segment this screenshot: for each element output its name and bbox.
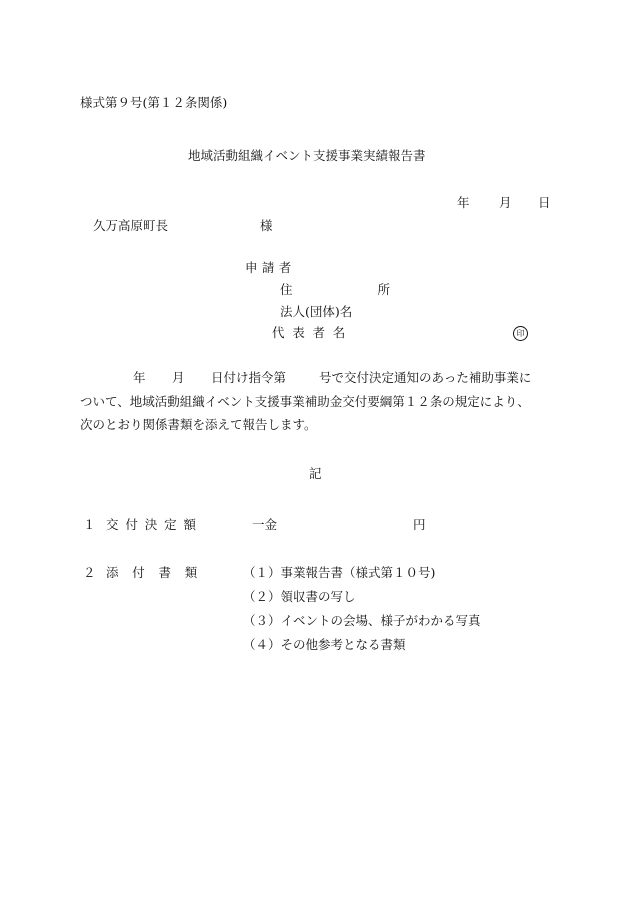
body-day-text: 日付け指令第 [211,370,287,385]
applicant-heading: 申請者 [245,260,296,275]
body-line3: 次のとおり関係書類を添えて報告します。 [80,417,317,432]
applicant-rep-label: 代表者名 [272,325,354,340]
form-number: 様式第９号(第１２条関係) [80,95,228,110]
attachment-item: （２）領収書の写し [243,589,356,604]
document-title: 地域活動組織イベント支援事業実績報告書 [188,148,426,163]
date-year: 年 [457,195,470,210]
date-month: 月 [499,195,512,210]
ki-mark: 記 [309,466,322,481]
attachment-item: （３）イベントの会場、様子がわかる写真 [243,613,481,628]
seal-mark: 印 [513,326,528,341]
attachment-item: （４）その他参考となる書類 [243,637,406,652]
item2-number: ２ [83,565,96,580]
applicant-corp-label: 法人(団体)名 [280,304,353,319]
attachment-item: （１）事業報告書（様式第１０号) [243,565,436,580]
item1-number: １ [83,517,96,532]
item1-prefix: 一金 [252,517,278,532]
body-line1-rest: 号で交付決定通知のあった補助事業に [319,370,532,385]
body-month: 月 [172,370,185,385]
item2-label: 添付書類 [106,565,212,580]
applicant-address-label: 住 所 [280,282,411,297]
addressee-name: 久万高原町長 [93,218,169,233]
item1-unit: 円 [413,517,426,532]
addressee-honorific: 様 [260,218,273,233]
date-day: 日 [538,195,551,210]
body-year: 年 [133,370,146,385]
item1-label: 交付決定額 [106,517,203,532]
body-line2: ついて、地域活動組織イベント支援事業補助金交付要綱第１２条の規定により、 [80,394,530,409]
